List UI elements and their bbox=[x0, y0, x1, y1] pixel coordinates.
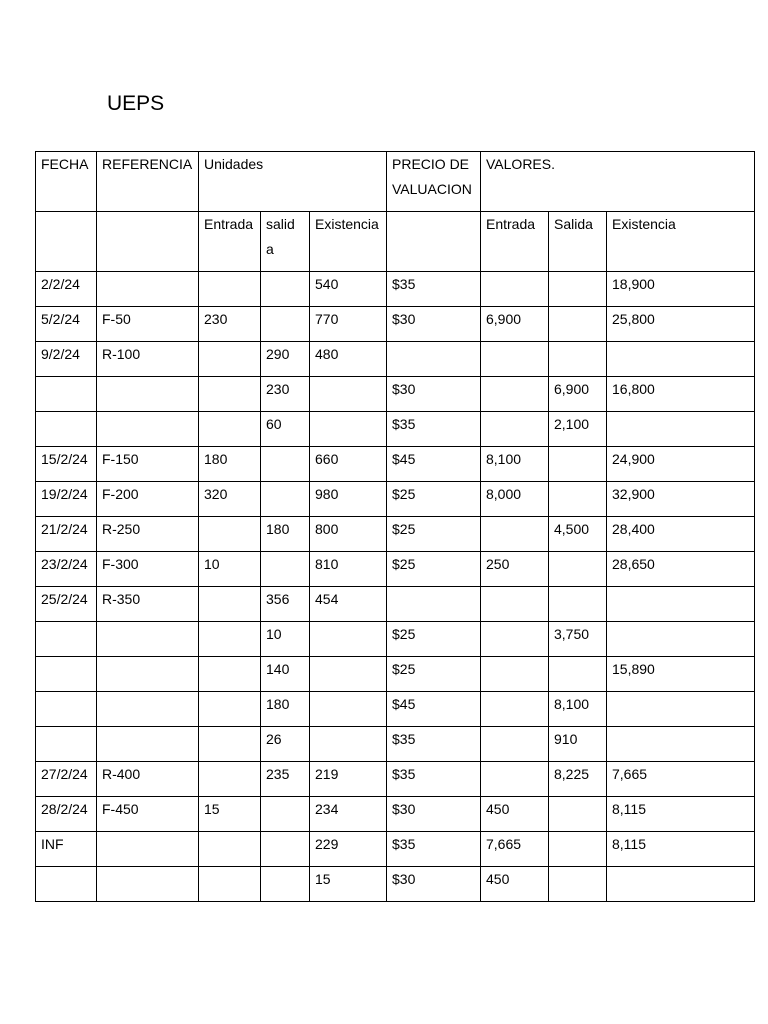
cell-valores-entrada bbox=[481, 657, 549, 692]
table-row bbox=[36, 622, 755, 657]
cell-fecha: 5/2/24 bbox=[36, 307, 97, 342]
cell-unidades-entrada bbox=[199, 692, 261, 727]
cell-unidades-salida bbox=[261, 832, 310, 867]
cell-precio: $25 bbox=[387, 622, 481, 657]
table-row bbox=[36, 377, 755, 412]
cell-valores-existencia: 24,900 bbox=[607, 447, 755, 482]
cell-unidades-salida: 356 bbox=[261, 587, 310, 622]
cell-unidades-existencia: 810 bbox=[310, 552, 387, 587]
header-referencia: REFERENCIA bbox=[97, 152, 199, 212]
header-empty bbox=[36, 212, 97, 272]
cell-referencia: F-50 bbox=[97, 307, 199, 342]
header-valores: VALORES. bbox=[481, 152, 755, 212]
cell-valores-existencia: 8,115 bbox=[607, 797, 755, 832]
table-row bbox=[36, 272, 755, 307]
cell-unidades-existencia bbox=[310, 657, 387, 692]
cell-precio: $30 bbox=[387, 377, 481, 412]
cell-precio bbox=[387, 587, 481, 622]
cell-valores-entrada: 250 bbox=[481, 552, 549, 587]
cell-unidades-entrada bbox=[199, 412, 261, 447]
table-row bbox=[36, 307, 755, 342]
cell-unidades-existencia bbox=[310, 377, 387, 412]
cell-unidades-entrada: 10 bbox=[199, 552, 261, 587]
cell-unidades-existencia: 219 bbox=[310, 762, 387, 797]
cell-referencia bbox=[97, 867, 199, 902]
cell-referencia bbox=[97, 622, 199, 657]
table-row bbox=[36, 587, 755, 622]
cell-precio: $30 bbox=[387, 307, 481, 342]
cell-referencia: F-200 bbox=[97, 482, 199, 517]
header-unidades-salida bbox=[261, 212, 310, 272]
cell-valores-existencia bbox=[607, 727, 755, 762]
cell-precio: $30 bbox=[387, 867, 481, 902]
cell-valores-salida bbox=[549, 272, 607, 307]
cell-referencia bbox=[97, 657, 199, 692]
cell-fecha bbox=[36, 727, 97, 762]
cell-referencia bbox=[97, 692, 199, 727]
cell-unidades-existencia bbox=[310, 692, 387, 727]
cell-fecha bbox=[36, 377, 97, 412]
cell-unidades-salida: 140 bbox=[261, 657, 310, 692]
cell-unidades-entrada bbox=[199, 342, 261, 377]
cell-valores-entrada bbox=[481, 342, 549, 377]
cell-valores-salida bbox=[549, 342, 607, 377]
table-row bbox=[36, 412, 755, 447]
cell-referencia: R-350 bbox=[97, 587, 199, 622]
cell-unidades-existencia bbox=[310, 727, 387, 762]
cell-fecha bbox=[36, 867, 97, 902]
cell-precio: $35 bbox=[387, 412, 481, 447]
cell-precio: $35 bbox=[387, 762, 481, 797]
cell-valores-salida: 8,225 bbox=[549, 762, 607, 797]
cell-fecha bbox=[36, 692, 97, 727]
cell-valores-existencia bbox=[607, 867, 755, 902]
cell-referencia bbox=[97, 272, 199, 307]
cell-valores-salida bbox=[549, 552, 607, 587]
header-salida-line1: salid bbox=[266, 216, 295, 232]
cell-unidades-entrada bbox=[199, 517, 261, 552]
cell-referencia bbox=[97, 727, 199, 762]
cell-valores-existencia: 18,900 bbox=[607, 272, 755, 307]
cell-unidades-entrada bbox=[199, 587, 261, 622]
cell-unidades-existencia bbox=[310, 412, 387, 447]
cell-precio: $25 bbox=[387, 657, 481, 692]
table-row bbox=[36, 832, 755, 867]
cell-valores-entrada: 450 bbox=[481, 797, 549, 832]
cell-fecha: INF bbox=[36, 832, 97, 867]
table-row bbox=[36, 657, 755, 692]
cell-fecha bbox=[36, 657, 97, 692]
cell-valores-salida bbox=[549, 832, 607, 867]
cell-fecha bbox=[36, 622, 97, 657]
cell-unidades-salida: 235 bbox=[261, 762, 310, 797]
cell-unidades-salida bbox=[261, 482, 310, 517]
cell-fecha: 21/2/24 bbox=[36, 517, 97, 552]
cell-unidades-entrada: 320 bbox=[199, 482, 261, 517]
header-precio-line2: VALUACION bbox=[392, 181, 472, 197]
table-row bbox=[36, 797, 755, 832]
cell-valores-salida: 4,500 bbox=[549, 517, 607, 552]
cell-unidades-salida bbox=[261, 867, 310, 902]
cell-valores-entrada bbox=[481, 517, 549, 552]
cell-valores-existencia bbox=[607, 622, 755, 657]
cell-valores-existencia: 28,400 bbox=[607, 517, 755, 552]
cell-valores-existencia: 25,800 bbox=[607, 307, 755, 342]
cell-valores-entrada bbox=[481, 377, 549, 412]
cell-unidades-entrada bbox=[199, 867, 261, 902]
cell-unidades-existencia: 660 bbox=[310, 447, 387, 482]
header-unidades-entrada: Entrada bbox=[199, 212, 261, 272]
cell-valores-existencia bbox=[607, 692, 755, 727]
cell-valores-salida: 3,750 bbox=[549, 622, 607, 657]
cell-valores-salida bbox=[549, 797, 607, 832]
cell-unidades-salida: 180 bbox=[261, 692, 310, 727]
cell-valores-entrada bbox=[481, 762, 549, 797]
cell-valores-entrada bbox=[481, 727, 549, 762]
cell-precio: $45 bbox=[387, 692, 481, 727]
cell-valores-entrada bbox=[481, 622, 549, 657]
cell-valores-entrada bbox=[481, 272, 549, 307]
cell-precio: $25 bbox=[387, 552, 481, 587]
cell-valores-entrada: 6,900 bbox=[481, 307, 549, 342]
cell-referencia bbox=[97, 832, 199, 867]
cell-unidades-entrada bbox=[199, 272, 261, 307]
cell-unidades-entrada: 180 bbox=[199, 447, 261, 482]
header-unidades-existencia: Existencia bbox=[310, 212, 387, 272]
cell-valores-salida: 8,100 bbox=[549, 692, 607, 727]
cell-valores-salida: 6,900 bbox=[549, 377, 607, 412]
cell-unidades-entrada bbox=[199, 657, 261, 692]
cell-fecha bbox=[36, 412, 97, 447]
header-row-2 bbox=[36, 212, 755, 272]
cell-unidades-salida: 60 bbox=[261, 412, 310, 447]
header-precio-line1: PRECIO DE bbox=[392, 156, 470, 172]
cell-referencia: R-100 bbox=[97, 342, 199, 377]
cell-referencia: R-250 bbox=[97, 517, 199, 552]
cell-precio: $35 bbox=[387, 272, 481, 307]
header-valores-entrada: Entrada bbox=[481, 212, 549, 272]
cell-unidades-entrada: 230 bbox=[199, 307, 261, 342]
cell-valores-salida bbox=[549, 482, 607, 517]
cell-valores-entrada bbox=[481, 412, 549, 447]
header-empty bbox=[387, 212, 481, 272]
table-row bbox=[36, 342, 755, 377]
document-title: UEPS bbox=[107, 92, 165, 115]
cell-valores-existencia: 32,900 bbox=[607, 482, 755, 517]
cell-unidades-entrada bbox=[199, 832, 261, 867]
cell-valores-salida bbox=[549, 587, 607, 622]
cell-valores-existencia bbox=[607, 342, 755, 377]
header-precio-valuacion bbox=[387, 152, 481, 212]
cell-unidades-entrada bbox=[199, 622, 261, 657]
table-row bbox=[36, 692, 755, 727]
cell-valores-entrada bbox=[481, 692, 549, 727]
cell-valores-salida: 2,100 bbox=[549, 412, 607, 447]
cell-unidades-existencia: 980 bbox=[310, 482, 387, 517]
cell-referencia: F-450 bbox=[97, 797, 199, 832]
header-valores-existencia: Existencia bbox=[607, 212, 755, 272]
cell-fecha: 19/2/24 bbox=[36, 482, 97, 517]
cell-valores-entrada: 8,000 bbox=[481, 482, 549, 517]
cell-unidades-salida bbox=[261, 307, 310, 342]
cell-valores-salida bbox=[549, 307, 607, 342]
cell-fecha: 2/2/24 bbox=[36, 272, 97, 307]
table-row bbox=[36, 447, 755, 482]
cell-valores-salida: 910 bbox=[549, 727, 607, 762]
cell-fecha: 15/2/24 bbox=[36, 447, 97, 482]
cell-unidades-existencia: 454 bbox=[310, 587, 387, 622]
cell-unidades-salida: 26 bbox=[261, 727, 310, 762]
cell-valores-entrada: 7,665 bbox=[481, 832, 549, 867]
cell-valores-existencia: 7,665 bbox=[607, 762, 755, 797]
cell-precio: $25 bbox=[387, 482, 481, 517]
cell-fecha: 28/2/24 bbox=[36, 797, 97, 832]
cell-referencia: F-300 bbox=[97, 552, 199, 587]
cell-unidades-entrada bbox=[199, 727, 261, 762]
header-empty bbox=[97, 212, 199, 272]
cell-unidades-existencia: 770 bbox=[310, 307, 387, 342]
cell-precio: $35 bbox=[387, 727, 481, 762]
table-row bbox=[36, 517, 755, 552]
cell-valores-existencia bbox=[607, 587, 755, 622]
cell-valores-salida bbox=[549, 867, 607, 902]
cell-valores-existencia bbox=[607, 412, 755, 447]
cell-fecha: 27/2/24 bbox=[36, 762, 97, 797]
cell-valores-entrada bbox=[481, 587, 549, 622]
cell-valores-entrada: 8,100 bbox=[481, 447, 549, 482]
cell-unidades-existencia: 234 bbox=[310, 797, 387, 832]
cell-referencia: R-400 bbox=[97, 762, 199, 797]
cell-referencia bbox=[97, 377, 199, 412]
cell-unidades-salida: 10 bbox=[261, 622, 310, 657]
cell-fecha: 23/2/24 bbox=[36, 552, 97, 587]
cell-unidades-salida bbox=[261, 447, 310, 482]
header-valores-salida: Salida bbox=[549, 212, 607, 272]
header-salida-line2: a bbox=[266, 241, 274, 257]
cell-unidades-salida: 290 bbox=[261, 342, 310, 377]
cell-unidades-salida bbox=[261, 272, 310, 307]
table-row bbox=[36, 727, 755, 762]
cell-precio: $30 bbox=[387, 797, 481, 832]
cell-fecha: 9/2/24 bbox=[36, 342, 97, 377]
cell-referencia bbox=[97, 412, 199, 447]
cell-valores-existencia: 15,890 bbox=[607, 657, 755, 692]
cell-unidades-salida bbox=[261, 797, 310, 832]
cell-precio bbox=[387, 342, 481, 377]
header-row-1 bbox=[36, 152, 755, 212]
cell-unidades-entrada bbox=[199, 762, 261, 797]
cell-valores-entrada: 450 bbox=[481, 867, 549, 902]
table-row bbox=[36, 867, 755, 902]
cell-valores-salida bbox=[549, 447, 607, 482]
cell-unidades-existencia: 480 bbox=[310, 342, 387, 377]
cell-precio: $35 bbox=[387, 832, 481, 867]
cell-valores-salida bbox=[549, 657, 607, 692]
cell-precio: $25 bbox=[387, 517, 481, 552]
cell-precio: $45 bbox=[387, 447, 481, 482]
cell-unidades-existencia: 800 bbox=[310, 517, 387, 552]
table-row bbox=[36, 552, 755, 587]
header-fecha: FECHA bbox=[36, 152, 97, 212]
cell-unidades-salida: 230 bbox=[261, 377, 310, 412]
cell-unidades-salida: 180 bbox=[261, 517, 310, 552]
cell-unidades-existencia bbox=[310, 622, 387, 657]
ueps-table bbox=[35, 151, 755, 902]
table-row bbox=[36, 762, 755, 797]
cell-unidades-salida bbox=[261, 552, 310, 587]
cell-fecha: 25/2/24 bbox=[36, 587, 97, 622]
cell-valores-existencia: 16,800 bbox=[607, 377, 755, 412]
cell-valores-existencia: 8,115 bbox=[607, 832, 755, 867]
header-unidades: Unidades bbox=[199, 152, 387, 212]
cell-unidades-existencia: 229 bbox=[310, 832, 387, 867]
cell-unidades-existencia: 540 bbox=[310, 272, 387, 307]
cell-unidades-existencia: 15 bbox=[310, 867, 387, 902]
cell-referencia: F-150 bbox=[97, 447, 199, 482]
table-row bbox=[36, 482, 755, 517]
cell-valores-existencia: 28,650 bbox=[607, 552, 755, 587]
cell-unidades-entrada: 15 bbox=[199, 797, 261, 832]
cell-unidades-entrada bbox=[199, 377, 261, 412]
